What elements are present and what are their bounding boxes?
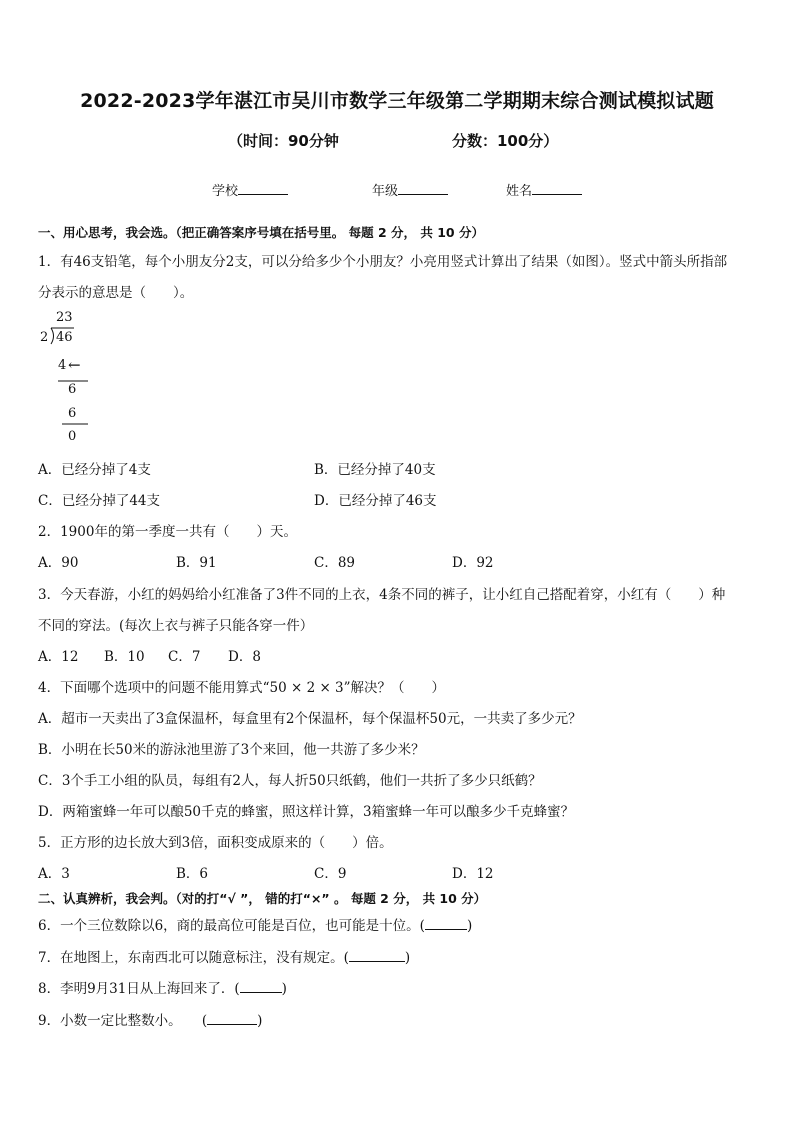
school-blank[interactable] <box>238 180 288 195</box>
q3-option-d[interactable]: D．8 <box>228 649 261 665</box>
q3-line1: 3．今天春游，小红的妈妈给小红准备了3件不同的上衣，4条不同的裤子，让小红自己搭配着穿，小红有（ ）种 <box>38 587 726 603</box>
grade-field <box>372 180 448 199</box>
q6-text: 6．一个三位数除以6，商的最高位可能是百位，也可能是十位。( <box>38 918 425 934</box>
q3-line2: 不同的穿法。(每次上衣与裤子只能各穿一件） <box>38 618 314 634</box>
q1-line2: 分表示的意思是（ ）。 <box>38 285 194 301</box>
q1-line1: 1．有46支铅笔，每个小朋友分2支，可以分给多少个小朋友？小亮用竖式计算出了结果（如图）。竖式中箭头所指部 <box>38 254 728 270</box>
q9-item <box>38 1009 262 1029</box>
grade-label: 年级 <box>372 184 399 199</box>
q5-option-b[interactable]: B．6 <box>176 866 209 882</box>
name-label: 姓名 <box>506 184 533 199</box>
long-division-lines <box>38 308 98 448</box>
divisor: 2 <box>40 330 49 345</box>
q9-answer-blank[interactable] <box>207 1010 257 1025</box>
q3-option-b[interactable]: B．10 <box>104 649 145 665</box>
q7-text: 7．在地图上，东南西北可以随意标注，没有规定。( <box>38 950 349 966</box>
q7-close: ) <box>404 950 411 966</box>
exam-score: 分数：100分） <box>452 132 559 150</box>
quotient: 23 <box>56 310 73 325</box>
q4-option-c[interactable]: C．3个手工小组的队员，每组有2人，每人折50只纸鹤，他们一共折了多少只纸鹤？ <box>38 773 542 789</box>
q5-option-a[interactable]: A．3 <box>38 866 70 882</box>
school-label: 学校 <box>212 184 239 199</box>
q8-answer-blank[interactable] <box>240 978 282 993</box>
q1-option-a[interactable]: A．已经分掉了4支 <box>38 462 151 478</box>
exam-time: （时间：90分钟 <box>228 132 339 150</box>
q4-option-b[interactable]: B．小明在长50米的游泳池里游了3个来回，他一共游了多少米？ <box>38 742 425 758</box>
q4-text: 4．下面哪个选项中的问题不能用算式“50 × 2 × 3”解决？（ ） <box>38 680 446 696</box>
q3-option-c[interactable]: C．7 <box>168 649 201 665</box>
q5-text: 5．正方形的边长放大到3倍，面积变成原来的（ ）倍。 <box>38 835 393 851</box>
q3-option-a[interactable]: A．12 <box>38 649 79 665</box>
q8-close: ) <box>281 981 287 997</box>
section1-heading: 一、用心思考，我会选。（把正确答案序号填在括号里。 每题 2 分， 共 10 分） <box>38 225 484 240</box>
q4-option-d[interactable]: D．两箱蜜蜂一年可以酿50千克的蜂蜜，照这样计算，3箱蜜蜂一年可以酿多少千克蜂蜜？ <box>38 804 575 820</box>
q2-option-a[interactable]: A．90 <box>38 555 79 571</box>
q5-option-c[interactable]: C．9 <box>314 866 347 882</box>
q7-item <box>38 946 410 966</box>
q2-option-b[interactable]: B．91 <box>176 555 217 571</box>
q2-option-d[interactable]: D．92 <box>452 555 494 571</box>
q9-text: 9．小数一定比整数小。 ( <box>38 1013 208 1029</box>
q6-close: ) <box>466 918 473 934</box>
q1-option-b[interactable]: B．已经分掉了40支 <box>314 462 436 478</box>
q2-text: 2．1900年的第一季度一共有（ ）天。 <box>38 524 297 540</box>
q8-text: 8．李明9月31日从上海回来了．( <box>38 981 240 997</box>
long-division-figure <box>38 308 98 448</box>
arrow-left-icon: ← <box>68 356 81 374</box>
name-blank[interactable] <box>532 180 582 195</box>
dividend: 46 <box>56 330 73 345</box>
q9-close: ) <box>257 1013 263 1029</box>
q2-option-c[interactable]: C．89 <box>314 555 356 571</box>
step1-product: 4 <box>58 358 67 373</box>
q7-answer-blank[interactable] <box>349 947 405 962</box>
school-field <box>212 180 288 199</box>
q6-answer-blank[interactable] <box>425 915 467 930</box>
final-remainder: 0 <box>68 429 77 444</box>
step3-product: 6 <box>68 406 77 421</box>
step2-remainder: 6 <box>68 382 77 397</box>
grade-blank[interactable] <box>398 180 448 195</box>
q5-option-d[interactable]: D．12 <box>452 866 494 882</box>
page-title: 2022-2023学年湛江市吴川市数学三年级第二学期期末综合测试模拟试题 <box>80 90 714 112</box>
q1-option-c[interactable]: C．已经分掉了44支 <box>38 493 161 509</box>
q1-option-d[interactable]: D．已经分掉了46支 <box>314 493 437 509</box>
q6-item <box>38 914 472 934</box>
q8-item <box>38 977 287 997</box>
name-field <box>506 180 582 199</box>
section2-heading: 二、认真辨析，我会判。（对的打“√ ”， 错的打“×” 。 每题 2 分， 共 10 分） <box>38 891 487 906</box>
q4-option-a[interactable]: A．超市一天卖出了3盒保温杯，每盒里有2个保温杯，每个保温杯50元，一共卖了多少元？ <box>38 711 582 727</box>
